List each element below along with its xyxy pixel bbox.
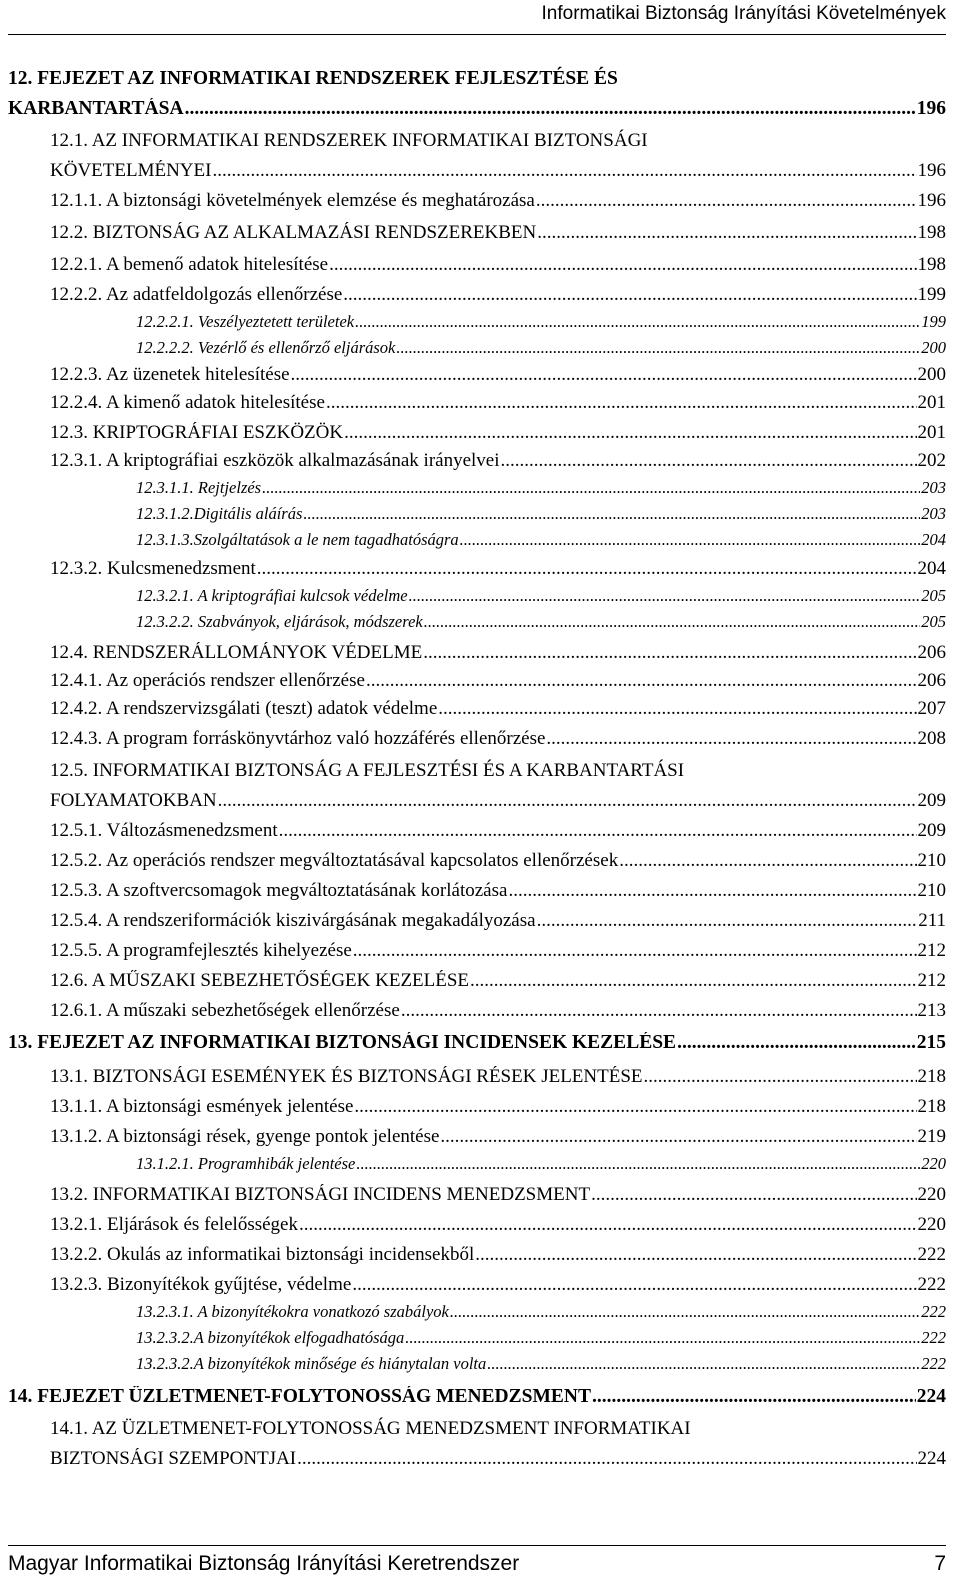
toc-entry-title: 12.4.3. A program forráskönyvtárhoz való hozzáférés ellenőrzése (50, 728, 546, 749)
toc-dot-leader (326, 392, 917, 414)
page-header (8, 0, 946, 35)
toc-entry-page: 201 (917, 392, 946, 413)
toc-dot-leader (297, 1448, 916, 1470)
toc-entry[interactable] (50, 160, 946, 182)
toc-entry-page: 211 (918, 910, 946, 931)
toc-entry[interactable] (136, 1328, 946, 1348)
toc-dot-leader (424, 612, 921, 632)
toc-entry-page: 206 (917, 642, 946, 663)
toc-entry-title: 12.5.3. A szoftvercsomagok megváltoztatásának korlátozása (50, 880, 508, 901)
toc-entry-title: 12.3.2. Kulcsmenedzsment (50, 558, 256, 579)
toc-entry[interactable] (50, 642, 946, 664)
toc-entry-lead: 12. FEJEZET AZ INFORMATIKAI RENDSZEREK FEJLESZTÉSE ÉS (8, 68, 618, 89)
toc-dot-leader (401, 1000, 917, 1022)
toc-entry[interactable] (50, 850, 946, 872)
toc-entry-page: 222 (917, 1274, 946, 1295)
toc-entry-title: 12.2.2.1. Veszélyeztetett területek (136, 312, 355, 331)
toc-entry-page: 196 (917, 190, 946, 211)
toc-dot-leader (212, 160, 916, 182)
toc-entry-page: 206 (917, 670, 946, 691)
toc-entry-page: 218 (917, 1066, 946, 1087)
toc-entry-title: KÖVETELMÉNYEI (50, 160, 212, 181)
toc-entry[interactable] (50, 1274, 946, 1296)
toc-entry[interactable] (50, 1126, 946, 1148)
toc-entry-title: 13. FEJEZET AZ INFORMATIKAI BIZTONSÁGI INCIDENSEK KEZELÉSE (8, 1032, 677, 1053)
toc-dot-leader (475, 1244, 916, 1266)
toc-entry[interactable] (136, 1154, 946, 1174)
toc-dot-leader (440, 1126, 916, 1148)
toc-entry-title: 13.2.3.2.A bizonyítékok elfogadhatósága (136, 1328, 405, 1347)
toc-entry-title: 12.3.1.3.Szolgáltatások a le nem tagadhatóságra (136, 530, 459, 549)
toc-dot-leader (352, 1274, 916, 1296)
toc-entry[interactable] (8, 1386, 946, 1408)
toc-dot-leader (343, 284, 916, 306)
toc-dot-leader (537, 222, 916, 244)
toc-entry-page: 208 (917, 728, 946, 749)
toc-dot-leader (262, 478, 920, 498)
toc-dot-leader (279, 820, 917, 842)
toc-entry-page: 220 (917, 1184, 946, 1205)
toc-entry[interactable] (50, 450, 946, 472)
toc-entry-title: 12.3.1. A kriptográfiai eszközök alkalmazásának irányelvei (50, 450, 500, 471)
toc-entry-page: 205 (921, 612, 946, 631)
toc-entry-page: 204 (917, 558, 946, 579)
toc-dot-leader (470, 970, 916, 992)
toc-entry[interactable] (50, 558, 946, 580)
toc-entry[interactable] (50, 670, 946, 692)
toc-dot-leader (299, 1214, 917, 1236)
toc-entry-title: 12.3.1.2.Digitális aláírás (136, 504, 303, 523)
toc-entry-title: 12.3.1.1. Rejtjelzés (136, 478, 262, 497)
toc-entry-title: 12.5.4. A rendszeriformációk kiszivárgásának megakadályozása (50, 910, 536, 931)
toc-entry-title: 12.1.1. A biztonsági követelmények elemzése és meghatározása (50, 190, 535, 211)
toc-dot-leader (501, 450, 917, 472)
toc-entry-page: 210 (917, 880, 946, 901)
toc-entry[interactable] (50, 1184, 946, 1206)
toc-entry-page: 224 (916, 1386, 946, 1407)
toc-dot-leader (423, 642, 916, 664)
toc-entry-page: 202 (917, 450, 946, 471)
toc-entry-page: 203 (921, 478, 946, 497)
toc-entry-title: 12.6.1. A műszaki sebezhetőségek ellenőrzése (50, 1000, 400, 1021)
page-number: 7 (934, 1552, 946, 1575)
toc-entry-page: 222 (921, 1302, 946, 1321)
toc-entry-page: 207 (917, 698, 946, 719)
toc-entry-page: 210 (917, 850, 946, 871)
toc-entry-title: 12.5.1. Változásmenedzsment (50, 820, 278, 841)
toc-dot-leader (303, 504, 920, 524)
toc-dot-leader (329, 254, 916, 276)
toc-dot-leader (536, 190, 917, 212)
toc-entry[interactable] (136, 312, 946, 332)
toc-entry-page: 222 (921, 1328, 946, 1347)
toc-entry[interactable] (50, 970, 946, 992)
toc-entry[interactable] (50, 790, 946, 812)
toc-dot-leader (487, 1354, 920, 1374)
toc-dot-leader (409, 586, 921, 606)
toc-entry[interactable] (50, 880, 946, 902)
toc-dot-leader (354, 1096, 916, 1118)
toc-entry[interactable] (50, 728, 946, 750)
toc-dot-leader (592, 1386, 916, 1408)
toc-entry-lead: 12.5. INFORMATIKAI BIZTONSÁG A FEJLESZTÉSI ÉS A KARBANTARTÁSI (50, 760, 685, 781)
toc-dot-leader (438, 698, 916, 720)
toc-entry-title: 12.3. KRIPTOGRÁFIAI ESZKÖZÖK (50, 422, 344, 443)
toc-dot-leader (355, 312, 920, 332)
toc-entry[interactable] (8, 1032, 946, 1054)
toc-entry-title: 12.4.2. A rendszervizsgálati (teszt) adatok védelme (50, 698, 438, 719)
toc-entry-page: 204 (921, 530, 946, 549)
toc-entry-page: 222 (921, 1354, 946, 1373)
toc-entry[interactable] (50, 1096, 946, 1118)
toc-entry-page: 212 (917, 940, 946, 961)
toc-entry[interactable] (8, 98, 946, 120)
toc-entry-page: 220 (917, 1214, 946, 1235)
page-footer (8, 1545, 946, 1582)
toc-entry-page: 215 (916, 1032, 946, 1053)
toc-entry-page: 224 (917, 1448, 946, 1469)
header-title: Informatikai Biztonság Irányítási Követelmények (541, 3, 946, 24)
toc-entry-title: 12.3.2.2. Szabványok, eljárások, módszerek (136, 612, 423, 631)
toc-entry-page: 200 (921, 338, 946, 357)
toc-entry-title: 12.2.2.2. Vezérlő és ellenőrző eljárások (136, 338, 396, 357)
toc-entry-title: 12.2.2. Az adatfeldolgozás ellenőrzése (50, 284, 343, 305)
toc-entry[interactable] (50, 254, 946, 276)
toc-entry-lead: 14.1. AZ ÜZLETMENET-FOLYTONOSSÁG MENEDZSMENT INFORMATIKAI (50, 1418, 691, 1439)
toc-entry[interactable] (136, 1354, 946, 1374)
toc-entry[interactable] (50, 1448, 946, 1470)
toc-entry-title: 12.2.1. A bemenő adatok hitelesítése (50, 254, 329, 275)
toc-entry-title: 12.3.2.1. A kriptográfiai kulcsok védelme (136, 586, 408, 605)
toc-entry-title: 13.2.3. Bizonyítékok gyűjtése, védelme (50, 1274, 352, 1295)
toc-entry-title: 13.2.3.2.A bizonyítékok minősége és hiánytalan volta (136, 1354, 487, 1373)
toc-entry-page: 209 (917, 820, 946, 841)
toc-entry[interactable] (50, 910, 946, 932)
toc-entry-title: 13.2.3.1. A bizonyítékokra vonatkozó szabályok (136, 1302, 449, 1321)
toc-entry-page: 209 (917, 790, 946, 811)
toc-dot-leader (218, 790, 917, 812)
toc-entry-title: 12.2. BIZTONSÁG AZ ALKALMAZÁSI RENDSZEREKBEN (50, 222, 537, 243)
toc-entry-title: 12.2.3. Az üzenetek hitelesítése (50, 364, 290, 385)
toc-entry-page: 199 (917, 284, 946, 305)
toc-dot-leader (460, 530, 921, 550)
toc-entry[interactable] (50, 422, 946, 444)
toc-entry-page: 200 (917, 364, 946, 385)
toc-entry-title: 13.1.1. A biztonsági esmények jelentése (50, 1096, 354, 1117)
toc-entry-title: 12.4.1. Az operációs rendszer ellenőrzése (50, 670, 365, 691)
toc-entry-page: 201 (917, 422, 946, 443)
toc-dot-leader (677, 1032, 916, 1054)
toc-entry-page: 196 (916, 98, 946, 119)
toc-entry-page: 203 (921, 504, 946, 523)
toc-entry-title: 12.5.5. A programfejlesztés kihelyezése (50, 940, 352, 961)
toc-entry[interactable] (50, 1000, 946, 1022)
toc-entry-page: 213 (917, 1000, 946, 1021)
toc-dot-leader (508, 880, 916, 902)
toc-entry-page: 219 (917, 1126, 946, 1147)
toc-entry[interactable] (50, 364, 946, 386)
toc-entry[interactable] (50, 284, 946, 306)
toc-entry-title: 12.4. RENDSZERÁLLOMÁNYOK VÉDELME (50, 642, 423, 663)
toc-entry-page: 220 (921, 1154, 946, 1173)
toc-dot-leader (353, 940, 917, 962)
toc-dot-leader (356, 1154, 920, 1174)
toc-entry-title: BIZTONSÁGI SZEMPONTJAI (50, 1448, 297, 1469)
toc-entry[interactable] (136, 338, 946, 358)
toc-dot-leader (405, 1328, 920, 1348)
toc-entry-title: FOLYAMATOKBAN (50, 790, 217, 811)
toc-entry-title: 13.2. INFORMATIKAI BIZTONSÁGI INCIDENS MENEDZSMENT (50, 1184, 591, 1205)
toc-entry-title: 13.2.2. Okulás az informatikai biztonsági incidensekből (50, 1244, 475, 1265)
toc-entry[interactable] (50, 392, 946, 414)
toc-entry[interactable] (136, 612, 946, 632)
toc-entry-title: 12.5.2. Az operációs rendszer megváltoztatásával kapcsolatos ellenőrzések (50, 850, 619, 871)
toc-entry[interactable] (50, 1214, 946, 1236)
toc-entry-title: 13.1.2. A biztonsági rések, gyenge pontok jelentése (50, 1126, 440, 1147)
toc-entry[interactable] (50, 820, 946, 842)
toc-entry-page: 196 (917, 160, 946, 181)
toc-dot-leader (291, 364, 917, 386)
toc-entry[interactable] (50, 1244, 946, 1266)
toc-entry[interactable] (136, 504, 946, 524)
toc-entry-page: 205 (921, 586, 946, 605)
toc-dot-leader (257, 558, 917, 580)
toc-entry-page: 198 (917, 254, 946, 275)
toc-entry[interactable] (50, 698, 946, 720)
toc-dot-leader (450, 1302, 920, 1322)
toc-entry[interactable] (136, 1302, 946, 1322)
footer-title: Magyar Informatikai Biztonság Irányítási Keretrendszer (8, 1552, 520, 1575)
toc-entry-page: 198 (917, 222, 946, 243)
toc-entry-title: 12.6. A MŰSZAKI SEBEZHETŐSÉGEK KEZELÉSE (50, 970, 470, 991)
toc-entry-page: 212 (917, 970, 946, 991)
toc-entry[interactable] (50, 1066, 946, 1088)
toc-entry-title: 13.2.1. Eljárások és felelősségek (50, 1214, 298, 1235)
toc-dot-leader (644, 1066, 917, 1088)
toc-entry-page: 222 (917, 1244, 946, 1265)
toc-entry[interactable] (136, 586, 946, 606)
toc-entry[interactable] (50, 940, 946, 962)
toc-entry-title: 12.2.4. A kimenő adatok hitelesítése (50, 392, 325, 413)
toc-entry[interactable] (136, 530, 946, 550)
toc-dot-leader (546, 728, 916, 750)
toc-entry-title: 13.1. BIZTONSÁGI ESEMÉNYEK ÉS BIZTONSÁGI RÉSEK JELENTÉSE (50, 1066, 643, 1087)
toc-dot-leader (619, 850, 916, 872)
toc-dot-leader (591, 1184, 916, 1206)
toc-entry[interactable] (50, 222, 946, 244)
toc-entry-title: KARBANTARTÁSA (8, 98, 184, 119)
toc-entry-title: 13.1.2.1. Programhibák jelentése (136, 1154, 356, 1173)
toc-entry[interactable] (136, 478, 946, 498)
toc-dot-leader (396, 338, 920, 358)
toc-entry-page: 218 (917, 1096, 946, 1117)
toc-entry[interactable] (50, 190, 946, 212)
toc-entry-lead: 12.1. AZ INFORMATIKAI RENDSZEREK INFORMATIKAI BIZTONSÁGI (50, 130, 648, 151)
toc-entry-page: 199 (921, 312, 946, 331)
toc-entry-title: 14. FEJEZET ÜZLETMENET-FOLYTONOSSÁG MENEDZSMENT (8, 1386, 591, 1407)
toc-dot-leader (537, 910, 918, 932)
toc-dot-leader (185, 98, 916, 120)
toc-dot-leader (366, 670, 917, 692)
toc-dot-leader (344, 422, 916, 444)
